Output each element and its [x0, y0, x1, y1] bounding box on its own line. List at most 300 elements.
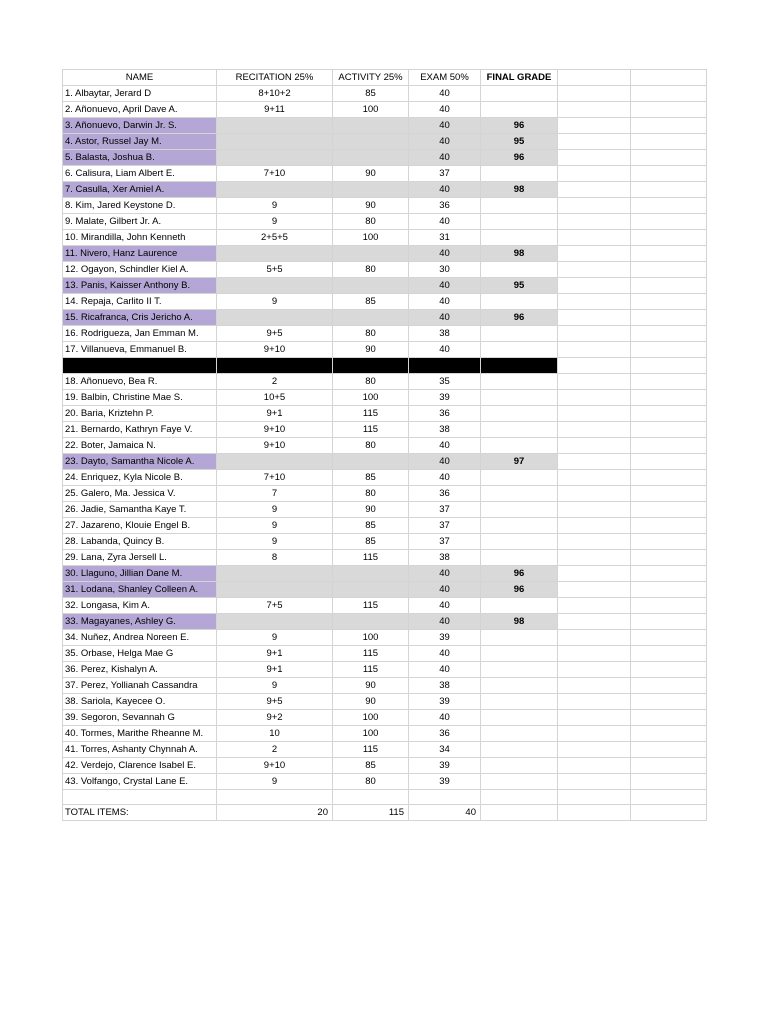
empty-cell[interactable] [631, 629, 707, 645]
exam-cell[interactable]: 40 [409, 118, 481, 134]
final-grade-cell[interactable] [481, 645, 558, 661]
empty-cell[interactable] [631, 581, 707, 597]
activity-cell[interactable] [333, 613, 409, 629]
activity-cell[interactable]: 90 [333, 166, 409, 182]
student-name-cell[interactable]: 9. Malate, Gilbert Jr. A. [63, 214, 217, 230]
final-grade-cell[interactable]: 98 [481, 182, 558, 198]
final-grade-cell[interactable] [481, 389, 558, 405]
activity-cell[interactable] [333, 134, 409, 150]
activity-cell[interactable] [333, 118, 409, 134]
empty-cell[interactable] [631, 310, 707, 326]
student-name-cell[interactable]: 19. Balbin, Christine Mae S. [63, 389, 217, 405]
empty-cell[interactable] [631, 294, 707, 310]
activity-cell[interactable]: 85 [333, 517, 409, 533]
exam-cell[interactable]: 40 [409, 581, 481, 597]
activity-cell[interactable]: 90 [333, 693, 409, 709]
empty-cell[interactable] [631, 182, 707, 198]
activity-cell[interactable]: 80 [333, 773, 409, 789]
activity-cell[interactable]: 100 [333, 725, 409, 741]
exam-cell[interactable]: 39 [409, 757, 481, 773]
empty-cell[interactable] [558, 501, 631, 517]
student-name-cell[interactable]: 32. Longasa, Kim A. [63, 597, 217, 613]
activity-header[interactable]: ACTIVITY 25% [333, 70, 409, 86]
total-items-label[interactable]: TOTAL ITEMS: [63, 805, 217, 821]
empty-cell[interactable] [558, 294, 631, 310]
empty-cell[interactable] [558, 437, 631, 453]
empty-cell[interactable] [409, 789, 481, 805]
exam-cell[interactable]: 40 [409, 342, 481, 358]
student-name-cell[interactable]: 22. Boter, Jamaica N. [63, 437, 217, 453]
empty-cell[interactable] [558, 118, 631, 134]
exam-cell[interactable]: 39 [409, 693, 481, 709]
student-name-cell[interactable]: 27. Jazareno, Klouie Engel B. [63, 517, 217, 533]
exam-cell[interactable]: 39 [409, 389, 481, 405]
activity-cell[interactable]: 90 [333, 342, 409, 358]
final-grade-cell[interactable] [481, 485, 558, 501]
activity-cell[interactable]: 80 [333, 485, 409, 501]
empty-cell[interactable] [217, 358, 333, 374]
recitation-cell[interactable] [217, 310, 333, 326]
student-name-cell[interactable]: 26. Jadie, Samantha Kaye T. [63, 501, 217, 517]
empty-cell[interactable] [558, 613, 631, 629]
exam-cell[interactable]: 38 [409, 677, 481, 693]
final-grade-cell[interactable] [481, 597, 558, 613]
student-name-cell[interactable]: 24. Enriquez, Kyla Nicole B. [63, 469, 217, 485]
total-activity[interactable]: 115 [333, 805, 409, 821]
final-grade-cell[interactable] [481, 725, 558, 741]
empty-cell[interactable] [558, 102, 631, 118]
recitation-cell[interactable]: 9+5 [217, 693, 333, 709]
student-name-cell[interactable]: 11. Nivero, Hanz Laurence [63, 246, 217, 262]
final-grade-cell[interactable] [481, 517, 558, 533]
final-grade-cell[interactable] [481, 437, 558, 453]
empty-cell[interactable] [558, 150, 631, 166]
empty-cell[interactable] [631, 134, 707, 150]
recitation-cell[interactable]: 9+5 [217, 326, 333, 342]
final-grade-cell[interactable] [481, 469, 558, 485]
exam-cell[interactable]: 40 [409, 86, 481, 102]
final-grade-cell[interactable] [481, 166, 558, 182]
empty-cell[interactable] [631, 517, 707, 533]
student-name-cell[interactable]: 3. Añonuevo, Darwin Jr. S. [63, 118, 217, 134]
empty-cell[interactable] [631, 358, 707, 374]
recitation-cell[interactable]: 9+11 [217, 102, 333, 118]
final-grade-cell[interactable] [481, 693, 558, 709]
exam-cell[interactable]: 40 [409, 709, 481, 725]
empty-cell[interactable] [558, 773, 631, 789]
empty-cell[interactable] [409, 358, 481, 374]
final-grade-cell[interactable] [481, 86, 558, 102]
recitation-cell[interactable]: 8+10+2 [217, 86, 333, 102]
exam-cell[interactable]: 39 [409, 629, 481, 645]
final-grade-cell[interactable] [481, 757, 558, 773]
empty-cell[interactable] [631, 262, 707, 278]
empty-cell[interactable] [333, 789, 409, 805]
empty-cell[interactable] [631, 597, 707, 613]
recitation-cell[interactable]: 7+10 [217, 166, 333, 182]
exam-cell[interactable]: 40 [409, 565, 481, 581]
recitation-cell[interactable] [217, 581, 333, 597]
recitation-cell[interactable]: 9 [217, 773, 333, 789]
student-name-cell[interactable]: 18. Añonuevo, Bea R. [63, 373, 217, 389]
exam-cell[interactable]: 40 [409, 294, 481, 310]
empty-cell[interactable] [631, 565, 707, 581]
empty-cell[interactable] [631, 150, 707, 166]
activity-cell[interactable]: 85 [333, 294, 409, 310]
student-name-cell[interactable]: 43. Volfango, Crystal Lane E. [63, 773, 217, 789]
empty-cell[interactable] [631, 230, 707, 246]
empty-cell[interactable] [631, 661, 707, 677]
student-name-cell[interactable]: 29. Lana, Zyra Jersell L. [63, 549, 217, 565]
recitation-cell[interactable]: 7+10 [217, 469, 333, 485]
final-grade-cell[interactable] [481, 677, 558, 693]
empty-cell[interactable] [631, 645, 707, 661]
final-grade-cell[interactable] [481, 501, 558, 517]
student-name-cell[interactable]: 36. Perez, Kishalyn A. [63, 661, 217, 677]
exam-cell[interactable]: 40 [409, 613, 481, 629]
empty-cell[interactable] [558, 757, 631, 773]
empty-cell[interactable] [631, 805, 707, 821]
recitation-header[interactable]: RECITATION 25% [217, 70, 333, 86]
student-name-cell[interactable]: 10. Mirandilla, John Kenneth [63, 230, 217, 246]
student-name-cell[interactable]: 30. Llaguno, Jillian Dane M. [63, 565, 217, 581]
empty-cell[interactable] [63, 789, 217, 805]
empty-cell[interactable] [558, 709, 631, 725]
empty-cell[interactable] [558, 86, 631, 102]
exam-cell[interactable]: 40 [409, 134, 481, 150]
activity-cell[interactable]: 115 [333, 549, 409, 565]
exam-cell[interactable]: 37 [409, 533, 481, 549]
empty-cell[interactable] [631, 373, 707, 389]
activity-cell[interactable] [333, 581, 409, 597]
activity-cell[interactable]: 100 [333, 102, 409, 118]
recitation-cell[interactable] [217, 150, 333, 166]
student-name-cell[interactable]: 34. Nuñez, Andrea Noreen E. [63, 629, 217, 645]
empty-cell[interactable] [631, 437, 707, 453]
exam-cell[interactable]: 37 [409, 166, 481, 182]
exam-cell[interactable]: 38 [409, 326, 481, 342]
final-grade-cell[interactable] [481, 549, 558, 565]
exam-cell[interactable]: 38 [409, 549, 481, 565]
final-grade-cell[interactable] [481, 214, 558, 230]
student-name-cell[interactable]: 13. Panis, Kaisser Anthony B. [63, 278, 217, 294]
student-name-cell[interactable]: 39. Segoron, Sevannah G [63, 709, 217, 725]
empty-cell[interactable] [631, 278, 707, 294]
recitation-cell[interactable]: 9 [217, 533, 333, 549]
empty-cell[interactable] [558, 310, 631, 326]
recitation-cell[interactable]: 2 [217, 741, 333, 757]
empty-cell[interactable] [631, 677, 707, 693]
activity-cell[interactable]: 115 [333, 421, 409, 437]
empty-cell[interactable] [558, 581, 631, 597]
final-grade-cell[interactable]: 96 [481, 150, 558, 166]
empty-cell[interactable] [558, 405, 631, 421]
recitation-cell[interactable]: 9+2 [217, 709, 333, 725]
final-grade-cell[interactable]: 96 [481, 565, 558, 581]
activity-cell[interactable]: 85 [333, 757, 409, 773]
final-grade-cell[interactable]: 98 [481, 613, 558, 629]
total-exam[interactable]: 40 [409, 805, 481, 821]
activity-cell[interactable]: 85 [333, 533, 409, 549]
activity-cell[interactable]: 90 [333, 677, 409, 693]
student-name-cell[interactable]: 8. Kim, Jared Keystone D. [63, 198, 217, 214]
final-grade-cell[interactable]: 96 [481, 310, 558, 326]
student-name-cell[interactable]: 33. Magayanes, Ashley G. [63, 613, 217, 629]
final-grade-header[interactable]: FINAL GRADE [481, 70, 558, 86]
exam-cell[interactable]: 30 [409, 262, 481, 278]
activity-cell[interactable]: 90 [333, 501, 409, 517]
activity-cell[interactable] [333, 453, 409, 469]
recitation-cell[interactable]: 9 [217, 629, 333, 645]
empty-cell[interactable] [558, 230, 631, 246]
empty-cell[interactable] [558, 485, 631, 501]
empty-cell[interactable] [631, 86, 707, 102]
empty-cell[interactable] [558, 549, 631, 565]
exam-cell[interactable]: 40 [409, 150, 481, 166]
activity-cell[interactable]: 80 [333, 326, 409, 342]
exam-cell[interactable]: 40 [409, 310, 481, 326]
exam-cell[interactable]: 40 [409, 182, 481, 198]
exam-cell[interactable]: 40 [409, 214, 481, 230]
empty-cell[interactable] [558, 805, 631, 821]
empty-cell[interactable] [631, 789, 707, 805]
student-name-cell[interactable]: 28. Labanda, Quincy B. [63, 533, 217, 549]
exam-cell[interactable]: 37 [409, 501, 481, 517]
empty-cell[interactable] [333, 358, 409, 374]
empty-cell[interactable] [481, 358, 558, 374]
empty-cell[interactable] [558, 597, 631, 613]
empty-cell[interactable] [631, 533, 707, 549]
student-name-cell[interactable]: 5. Balasta, Joshua B. [63, 150, 217, 166]
recitation-cell[interactable] [217, 565, 333, 581]
activity-cell[interactable]: 90 [333, 198, 409, 214]
empty-cell[interactable] [558, 565, 631, 581]
exam-cell[interactable]: 38 [409, 421, 481, 437]
empty-cell[interactable] [631, 613, 707, 629]
student-name-cell[interactable]: 15. Ricafranca, Cris Jericho A. [63, 310, 217, 326]
empty-cell[interactable] [631, 773, 707, 789]
activity-cell[interactable]: 100 [333, 709, 409, 725]
empty-cell[interactable] [631, 485, 707, 501]
exam-cell[interactable]: 40 [409, 437, 481, 453]
exam-cell[interactable]: 36 [409, 725, 481, 741]
activity-cell[interactable]: 115 [333, 661, 409, 677]
final-grade-cell[interactable] [481, 262, 558, 278]
exam-cell[interactable]: 39 [409, 773, 481, 789]
recitation-cell[interactable] [217, 182, 333, 198]
empty-cell[interactable] [631, 469, 707, 485]
empty-cell[interactable] [558, 677, 631, 693]
student-name-cell[interactable]: 42. Verdejo, Clarence Isabel E. [63, 757, 217, 773]
recitation-cell[interactable]: 7 [217, 485, 333, 501]
exam-cell[interactable]: 36 [409, 485, 481, 501]
student-name-cell[interactable]: 35. Orbase, Helga Mae G [63, 645, 217, 661]
empty-cell[interactable] [631, 389, 707, 405]
empty-cell[interactable] [631, 421, 707, 437]
student-name-cell[interactable]: 7. Casulla, Xer Amiel A. [63, 182, 217, 198]
student-name-cell[interactable]: 38. Sariola, Kayecee O. [63, 693, 217, 709]
student-name-cell[interactable]: 2. Añonuevo, April Dave A. [63, 102, 217, 118]
final-grade-cell[interactable]: 95 [481, 278, 558, 294]
recitation-cell[interactable] [217, 453, 333, 469]
empty-cell[interactable] [558, 741, 631, 757]
student-name-cell[interactable]: 12. Ogayon, Schindler Kiel A. [63, 262, 217, 278]
activity-cell[interactable]: 100 [333, 230, 409, 246]
final-grade-cell[interactable] [481, 102, 558, 118]
empty-cell[interactable] [63, 358, 217, 374]
student-name-cell[interactable]: 40. Tormes, Marithe Rheanne M. [63, 725, 217, 741]
student-name-cell[interactable]: 21. Bernardo, Kathryn Faye V. [63, 421, 217, 437]
recitation-cell[interactable] [217, 278, 333, 294]
recitation-cell[interactable] [217, 246, 333, 262]
activity-cell[interactable] [333, 246, 409, 262]
empty-cell[interactable] [481, 805, 558, 821]
final-grade-cell[interactable] [481, 342, 558, 358]
empty-cell[interactable] [558, 278, 631, 294]
activity-cell[interactable] [333, 565, 409, 581]
student-name-cell[interactable]: 1. Albaytar, Jerard D [63, 86, 217, 102]
empty-cell[interactable] [631, 70, 707, 86]
activity-cell[interactable]: 115 [333, 405, 409, 421]
activity-cell[interactable]: 85 [333, 469, 409, 485]
empty-cell[interactable] [558, 373, 631, 389]
empty-cell[interactable] [631, 198, 707, 214]
final-grade-cell[interactable] [481, 230, 558, 246]
student-name-cell[interactable]: 4. Astor, Russel Jay M. [63, 134, 217, 150]
empty-cell[interactable] [631, 709, 707, 725]
final-grade-cell[interactable]: 96 [481, 581, 558, 597]
recitation-cell[interactable]: 9+1 [217, 405, 333, 421]
recitation-cell[interactable]: 5+5 [217, 262, 333, 278]
exam-cell[interactable]: 40 [409, 469, 481, 485]
student-name-cell[interactable]: 16. Rodrigueza, Jan Emman M. [63, 326, 217, 342]
recitation-cell[interactable]: 9+10 [217, 437, 333, 453]
activity-cell[interactable] [333, 150, 409, 166]
recitation-cell[interactable]: 9 [217, 517, 333, 533]
activity-cell[interactable]: 115 [333, 741, 409, 757]
student-name-cell[interactable]: 17. Villanueva, Emmanuel B. [63, 342, 217, 358]
empty-cell[interactable] [631, 453, 707, 469]
empty-cell[interactable] [558, 533, 631, 549]
activity-cell[interactable] [333, 278, 409, 294]
exam-cell[interactable]: 40 [409, 246, 481, 262]
final-grade-cell[interactable] [481, 405, 558, 421]
recitation-cell[interactable]: 10 [217, 725, 333, 741]
recitation-cell[interactable]: 9+1 [217, 661, 333, 677]
empty-cell[interactable] [631, 326, 707, 342]
final-grade-cell[interactable] [481, 661, 558, 677]
empty-cell[interactable] [558, 166, 631, 182]
activity-cell[interactable]: 80 [333, 373, 409, 389]
recitation-cell[interactable]: 2 [217, 373, 333, 389]
student-name-cell[interactable]: 41. Torres, Ashanty Chynnah A. [63, 741, 217, 757]
activity-cell[interactable]: 80 [333, 437, 409, 453]
exam-cell[interactable]: 40 [409, 645, 481, 661]
activity-cell[interactable] [333, 310, 409, 326]
activity-cell[interactable] [333, 182, 409, 198]
final-grade-cell[interactable] [481, 198, 558, 214]
final-grade-cell[interactable] [481, 533, 558, 549]
student-name-cell[interactable]: 31. Lodana, Shanley Colleen A. [63, 581, 217, 597]
recitation-cell[interactable]: 9 [217, 198, 333, 214]
exam-cell[interactable]: 31 [409, 230, 481, 246]
exam-cell[interactable]: 36 [409, 198, 481, 214]
empty-cell[interactable] [481, 789, 558, 805]
empty-cell[interactable] [558, 198, 631, 214]
final-grade-cell[interactable] [481, 709, 558, 725]
final-grade-cell[interactable] [481, 629, 558, 645]
empty-cell[interactable] [631, 214, 707, 230]
recitation-cell[interactable]: 9+10 [217, 421, 333, 437]
recitation-cell[interactable]: 9+10 [217, 342, 333, 358]
empty-cell[interactable] [558, 70, 631, 86]
empty-cell[interactable] [558, 134, 631, 150]
recitation-cell[interactable]: 9 [217, 501, 333, 517]
empty-cell[interactable] [217, 789, 333, 805]
recitation-cell[interactable]: 9 [217, 214, 333, 230]
empty-cell[interactable] [631, 102, 707, 118]
student-name-cell[interactable]: 25. Galero, Ma. Jessica V. [63, 485, 217, 501]
empty-cell[interactable] [631, 342, 707, 358]
empty-cell[interactable] [631, 741, 707, 757]
empty-cell[interactable] [558, 358, 631, 374]
final-grade-cell[interactable] [481, 294, 558, 310]
activity-cell[interactable]: 80 [333, 214, 409, 230]
final-grade-cell[interactable] [481, 421, 558, 437]
empty-cell[interactable] [631, 549, 707, 565]
empty-cell[interactable] [631, 693, 707, 709]
empty-cell[interactable] [558, 246, 631, 262]
recitation-cell[interactable]: 9+1 [217, 645, 333, 661]
empty-cell[interactable] [631, 725, 707, 741]
recitation-cell[interactable]: 9+10 [217, 757, 333, 773]
student-name-cell[interactable]: 23. Dayto, Samantha Nicole A. [63, 453, 217, 469]
final-grade-cell[interactable]: 97 [481, 453, 558, 469]
recitation-cell[interactable]: 2+5+5 [217, 230, 333, 246]
activity-cell[interactable]: 100 [333, 389, 409, 405]
empty-cell[interactable] [558, 182, 631, 198]
student-name-cell[interactable]: 20. Baria, Kriztehn P. [63, 405, 217, 421]
empty-cell[interactable] [558, 661, 631, 677]
recitation-cell[interactable] [217, 613, 333, 629]
final-grade-cell[interactable]: 95 [481, 134, 558, 150]
final-grade-cell[interactable] [481, 773, 558, 789]
exam-cell[interactable]: 35 [409, 373, 481, 389]
recitation-cell[interactable] [217, 134, 333, 150]
empty-cell[interactable] [558, 326, 631, 342]
empty-cell[interactable] [558, 693, 631, 709]
exam-header[interactable]: EXAM 50% [409, 70, 481, 86]
empty-cell[interactable] [558, 645, 631, 661]
exam-cell[interactable]: 40 [409, 453, 481, 469]
exam-cell[interactable]: 36 [409, 405, 481, 421]
activity-cell[interactable]: 85 [333, 86, 409, 102]
recitation-cell[interactable] [217, 118, 333, 134]
final-grade-cell[interactable]: 98 [481, 246, 558, 262]
empty-cell[interactable] [631, 166, 707, 182]
exam-cell[interactable]: 40 [409, 661, 481, 677]
empty-cell[interactable] [558, 342, 631, 358]
recitation-cell[interactable]: 9 [217, 294, 333, 310]
exam-cell[interactable]: 34 [409, 741, 481, 757]
activity-cell[interactable]: 100 [333, 629, 409, 645]
total-recitation[interactable]: 20 [217, 805, 333, 821]
empty-cell[interactable] [558, 389, 631, 405]
empty-cell[interactable] [558, 214, 631, 230]
final-grade-cell[interactable]: 96 [481, 118, 558, 134]
empty-cell[interactable] [558, 629, 631, 645]
empty-cell[interactable] [631, 405, 707, 421]
